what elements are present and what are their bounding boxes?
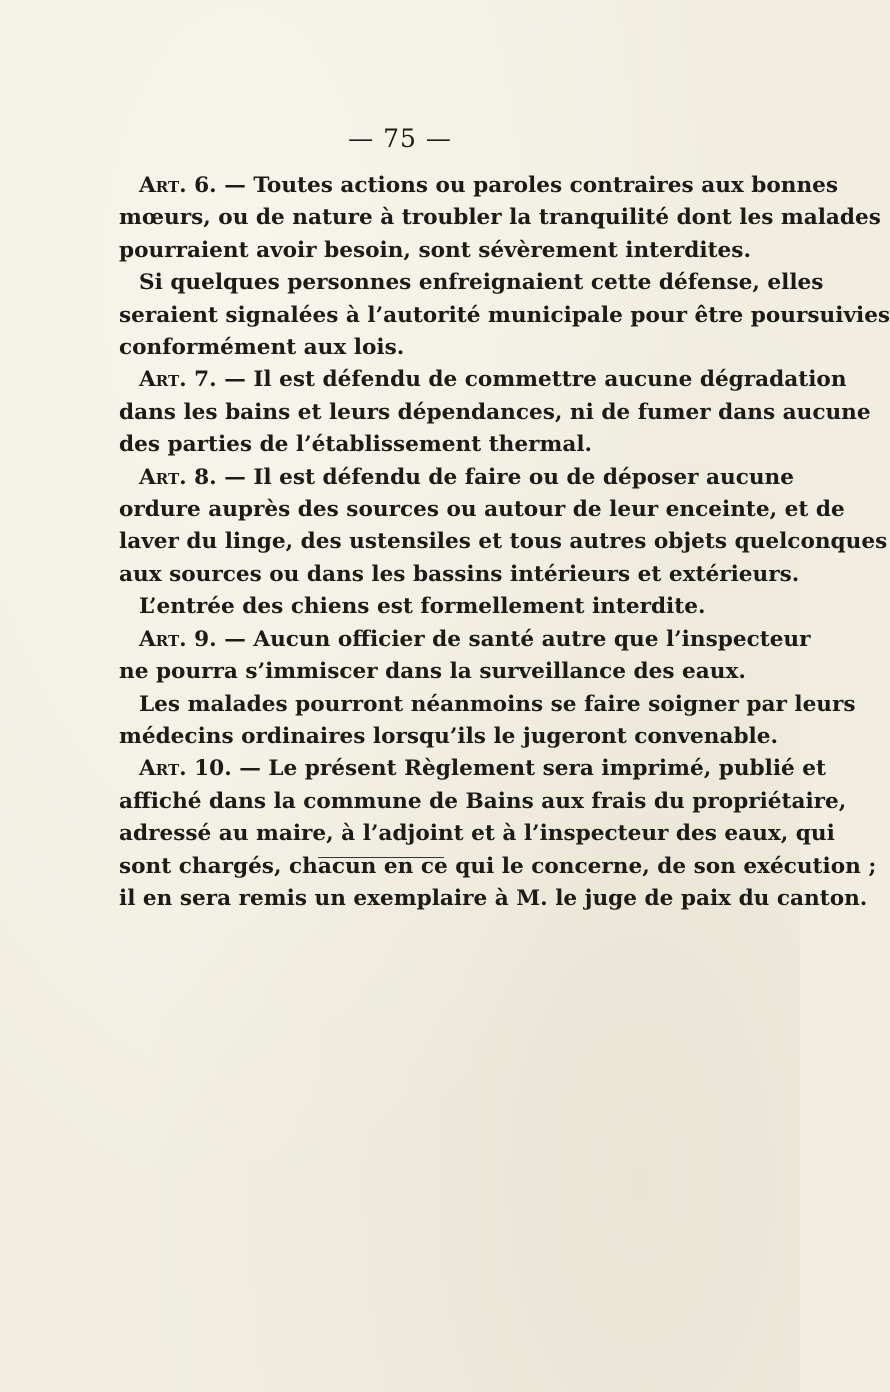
- text-line: des parties de l’établissement thermal.: [119, 432, 593, 458]
- text-line: Art. 6. — Toutes actions ou paroles contraires aux bonnes: [139, 173, 839, 198]
- article-label: Art.: [139, 626, 187, 652]
- text-line: Art. 7. — Il est défendu de commettre aucune dégradation: [139, 367, 847, 393]
- article-label: Art.: [139, 173, 187, 198]
- text-line: dans les bains et leurs dépendances, ni de fumer dans aucune: [119, 399, 871, 425]
- text-line: affiché dans la commune de Bains aux frais du propriétaire,: [119, 788, 847, 814]
- text-line: conformément aux lois.: [119, 335, 405, 361]
- closing-rule: [318, 857, 444, 858]
- text-line: Art. 10. — Le présent Règlement sera imprimé, publié et: [139, 756, 827, 782]
- text-line: ordure auprès des sources ou autour de leur enceinte, et de: [119, 497, 845, 523]
- article-text: [119, 170, 890, 915]
- text-line: il en sera remis un exemplaire à M. le juge de paix du canton.: [119, 885, 868, 911]
- text-line: seraient signalées à l’autorité municipale pour être poursuivies: [119, 302, 890, 328]
- text-line: pourraient avoir besoin, sont sévèrement interdites.: [119, 237, 751, 263]
- text-line: ne pourra s’immiscer dans la surveillance des eaux.: [119, 659, 746, 685]
- text-line: Art. 9. — Aucun officier de santé autre que l’inspecteur: [139, 626, 811, 652]
- page-number: — 75 —: [348, 124, 452, 153]
- text-line: Art. 8. — Il est défendu de faire ou de déposer aucune: [139, 464, 794, 490]
- text-line: laver du linge, des ustensiles et tous autres objets quelconques: [119, 529, 888, 555]
- text-line: L’entrée des chiens est formellement interdite.: [139, 594, 706, 620]
- text-line: adressé au maire, à l’adjoint et à l’inspecteur des eaux, qui: [119, 821, 835, 847]
- article-label: Art.: [139, 367, 187, 393]
- article-label: Art.: [139, 756, 187, 782]
- text-line: Les malades pourront néanmoins se faire soigner par leurs: [139, 691, 856, 717]
- text-line: aux sources ou dans les bassins intérieurs et extérieurs.: [119, 561, 800, 587]
- article-label: Art.: [139, 464, 187, 490]
- text-line: médecins ordinaires lorsqu’ils le jugeront convenable.: [119, 723, 779, 749]
- text-line: Si quelques personnes enfreignaient cette défense, elles: [139, 270, 824, 296]
- text-line: sont chargés, chacun en ce qui le concerne, de son exécution ;: [119, 853, 877, 879]
- text-line: mœurs, ou de nature à troubler la tranquilité dont les malades: [119, 205, 881, 231]
